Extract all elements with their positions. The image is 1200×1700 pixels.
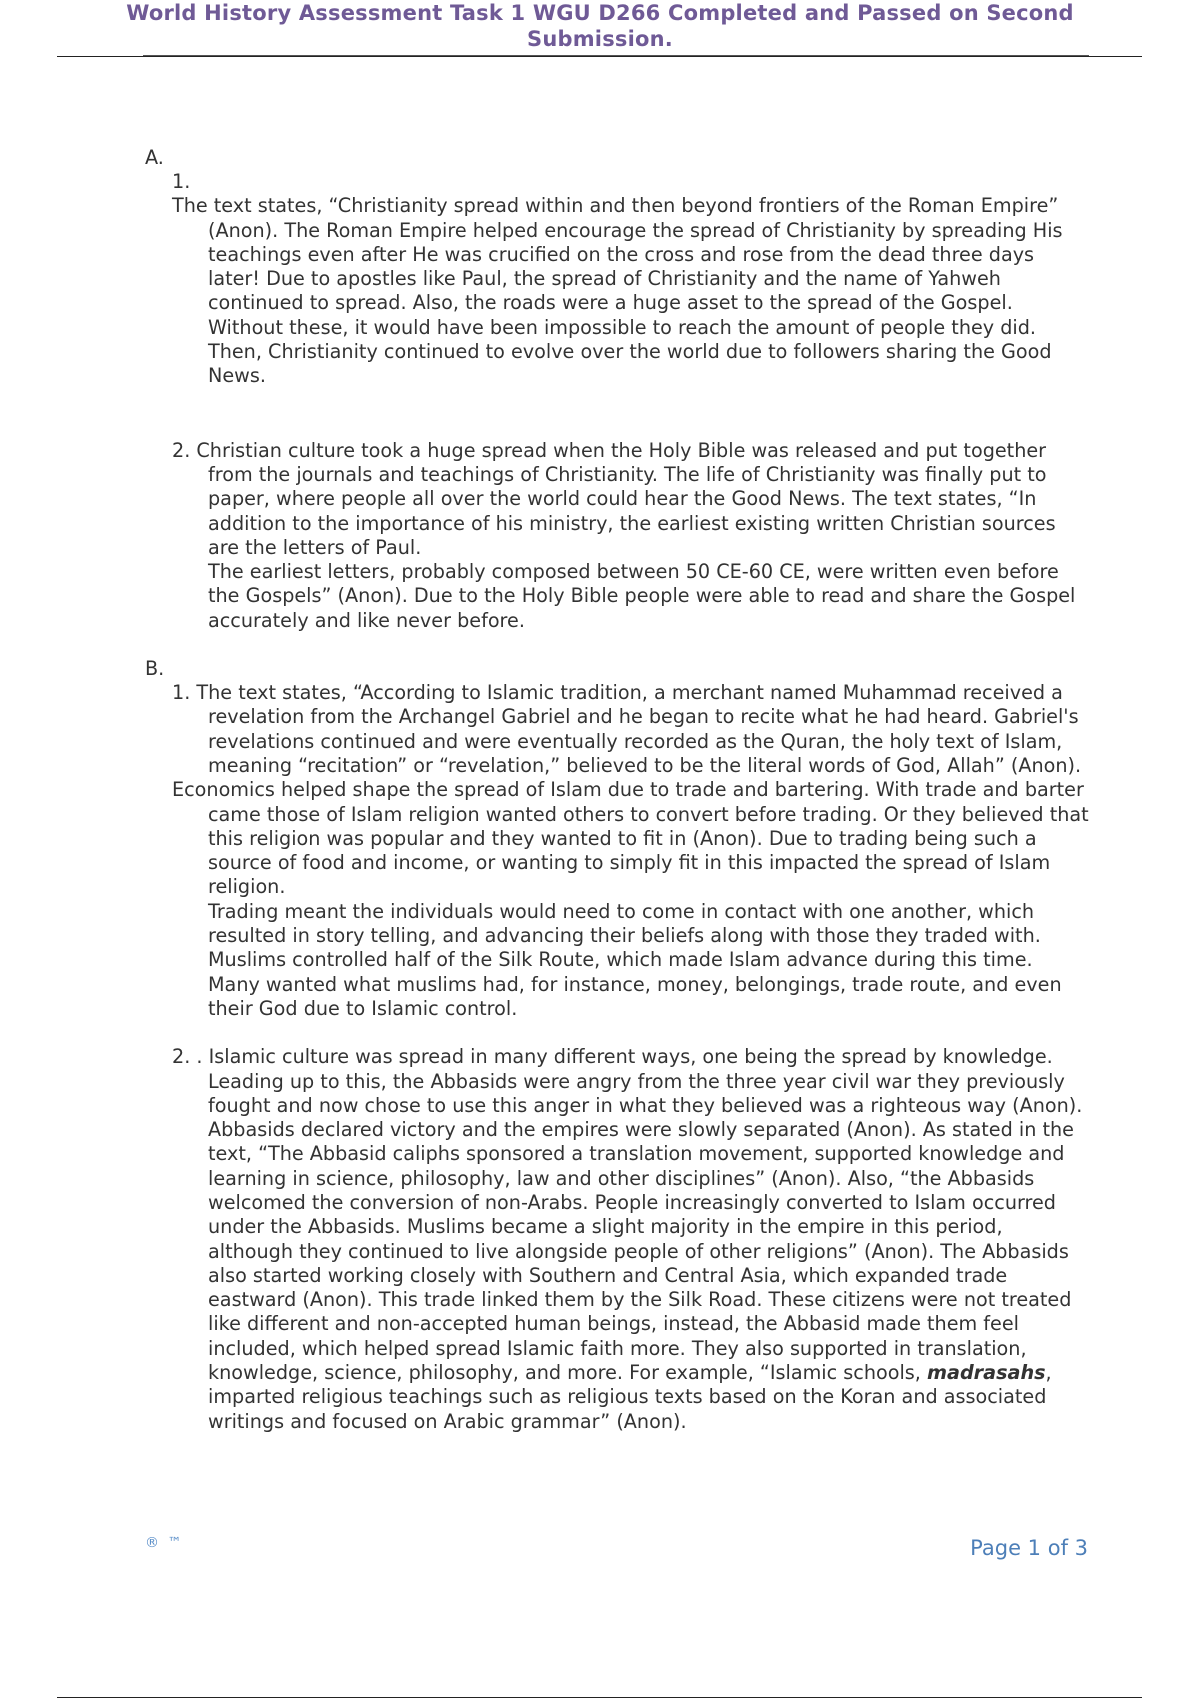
page-number: Page 1 of 3 — [970, 1536, 1088, 1560]
section-b-item2-text — [145, 1045, 1090, 1434]
section-a-item1-number: 1. — [172, 170, 191, 193]
section-b-item1-paragraph2: Economics helped shape the spread of Islam due to trade and bartering. With trade and barter came those of Islam religion wanted others to convert before trading. Or they believed that this religion was popular and they wanted to fit in (Anon). Due to trading being such a source of food and income, or wanting to simply fit in this impacted the spread of Islam religion. — [172, 778, 1089, 899]
header-rule — [57, 56, 1142, 57]
footer-rule — [57, 1697, 1142, 1698]
section-a-label: A. — [145, 146, 164, 169]
section-a-item2-text: 2. Christian culture took a huge spread when the Holy Bible was released and put together from the journals and teachings of Christianity. The life of Christianity was finally put to paper, where people all over the world could hear the Good News. The text states, “In addition to the importance of his ministry, the earliest existing written Christian sources are the letters of Paul. — [172, 438, 1056, 559]
document-body — [145, 146, 1090, 1434]
section-b-label: B. — [145, 657, 165, 681]
section-a-item2-continuation: The earliest letters, probably composed between 50 CE-60 CE, were written even before the Gospels” (Anon). Due to the Holy Bible people were able to read and share the Gospel accurately and like never before. — [208, 560, 1076, 632]
spacer — [145, 633, 1090, 657]
madrasahs-emphasis: madrasahs — [927, 1361, 1046, 1385]
footer-trademark-marks: ® ™ — [145, 1535, 184, 1551]
section-b-item2-text-start: 2. . Islamic culture was spread in many different ways, one being the spread by knowledge. Leading up to this, the Abbasids were angry from the three year civil war they previously fought and now chose to use this anger in what they believed was a righteous way (Anon). Abbasids declared victory and the empires were slowly separated (Anon). As stated in the text, “The Abbasid caliphs sponsored a translation movement, supported knowledge and learning in science, philosophy, law and other disciplines” (Anon). Also, “the Abbasids welcomed the conversion of non-Arabs. People increasingly converted to Islam occurred under the Abbasids. Muslims became a slight majority in the empire in this period, although they continued to live alongside people of other religions” (Anon). The Abbasids also started working closely with Southern and Central Asia, which expanded trade eastward (Anon). This trade linked them by the Silk Road. These citizens were not treated like different and non-accepted human beings, instead, the Abbasid made them feel included, which helped spread Islamic faith more. They also supported in translation, knowledge, science, philosophy, and more. For example, “Islamic schools, — [172, 1045, 1083, 1385]
section-b-item1-paragraph3: Trading meant the individuals would need to come in contact with one another, which resulted in story telling, and advancing their beliefs along with those they traded with. Muslims controlled half of the Silk Route, which made Islam advance during this time. Many wanted what muslims had, for instance, money, belongings, trade route, and even their God due to Islamic control. — [208, 899, 1062, 1020]
section-b-item1-text: 1. The text states, “According to Islamic tradition, a merchant named Muhammad received a revelation from the Archangel Gabriel and he began to recite what he had heard. Gabriel's revelations continued and were eventually recorded as the Quran, the holy text of Islam, meaning “recitation” or “revelation,” believed to be the literal words of God, Allah” (Anon). — [172, 681, 1082, 777]
document-title: World History Assessment Task 1 WGU D266 Completed and Passed on Second Submission. — [126, 1, 1074, 51]
spacer — [145, 389, 1090, 439]
section-b-item2-text-end: , imparted religious teachings such as religious texts based on the Koran and associated writings and focused on Arabic grammar” (Anon). — [208, 1361, 1052, 1433]
section-a-item1-text: The text states, “Christianity spread within and then beyond frontiers of the Roman Empire” (Anon). The Roman Empire helped encourage the spread of Christianity by spreading His teachings even after He was crucified on the cross and rose from the dead three days later! Due to apostles like Paul, the spread of Christianity and the name of Yahweh continued to spread. Also, the roads were a huge asset to the spread of the Gospel. Without these, it would have been impossible to reach the amount of people they did. Then, Christianity continued to evolve over the world due to followers sharing the Good News. — [172, 194, 1063, 388]
spacer — [145, 1021, 1090, 1045]
